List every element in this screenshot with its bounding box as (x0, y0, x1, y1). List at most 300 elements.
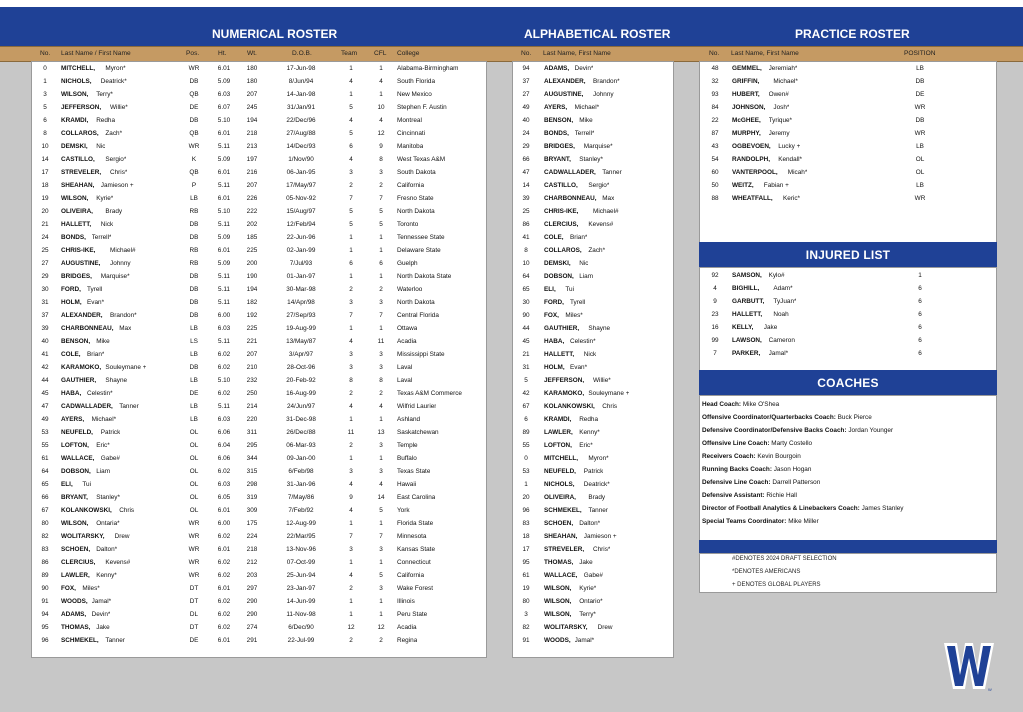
player-number: 31 (41, 299, 49, 306)
player-last-name: BIGHILL, (732, 285, 760, 292)
note-draft: #DENOTES 2024 DRAFT SELECTION (732, 556, 837, 562)
coach-title: Defensive Coordinator/Defensive Backs Coach: (702, 427, 847, 434)
player-number: 45 (41, 390, 49, 397)
coach-name: Mike Miller (788, 518, 819, 525)
injury-weeks: 6 (918, 324, 922, 331)
player-first-name: Tanner (588, 507, 608, 514)
player-last-name: COLLAROS, (544, 247, 582, 254)
player-last-name: CASTILLO, (61, 156, 95, 163)
player-weight: 290 (246, 598, 258, 605)
player-first-name: Gabe# (100, 455, 120, 462)
player-number: 90 (522, 312, 530, 319)
player-dob: 14/Dec/93 (286, 143, 316, 150)
player-team-years: 2 (349, 286, 353, 293)
player-cfl-years: 5 (379, 221, 383, 228)
player-first-name: Deatrick* (100, 78, 127, 85)
player-last-name: GRIFFIN, (732, 78, 760, 85)
player-weight: 207 (246, 182, 258, 189)
list-item (513, 335, 673, 348)
player-position: DE (189, 104, 199, 111)
player-cfl-years: 1 (379, 247, 383, 254)
player-college: Central Florida (397, 312, 439, 319)
player-height: 6.02 (217, 468, 231, 475)
player-last-name: LOFTON, (61, 442, 89, 449)
player-dob: 6/Dec/90 (288, 624, 314, 631)
player-last-name: HOLM, (544, 364, 565, 371)
player-first-name: Tyrique* (768, 117, 793, 124)
player-height: 6.02 (217, 572, 231, 579)
player-position: OL (915, 156, 925, 163)
player-first-name: Liam (579, 273, 594, 280)
player-position: DL (189, 611, 199, 618)
col-practice-name: Last Name, First Name (731, 50, 799, 57)
player-cfl-years: 7 (379, 533, 383, 540)
injured-row (700, 347, 996, 360)
player-first-name: Chris (602, 403, 618, 410)
player-first-name: Johnny (593, 91, 614, 98)
player-first-name: Michael# (110, 247, 136, 254)
player-number: 29 (522, 143, 530, 150)
player-number: 3 (43, 91, 47, 98)
player-college: North Dakota State (397, 273, 452, 280)
player-college: Kansas State (397, 546, 436, 553)
player-position: DT (189, 624, 199, 631)
player-first-name: Marquise* (100, 273, 130, 280)
player-last-name: WILSON, (544, 598, 572, 605)
player-first-name: Tanner (602, 169, 622, 176)
player-dob: 7/Jul/93 (289, 260, 313, 267)
player-dob: 22-Jun-96 (286, 234, 316, 241)
player-number: 27 (522, 91, 530, 98)
player-last-name: STREVELER, (61, 169, 102, 176)
player-weight: 224 (246, 533, 258, 540)
player-last-name: PARKER, (732, 350, 761, 357)
player-height: 6.03 (217, 325, 231, 332)
player-first-name: Nick (100, 221, 114, 228)
table-row (32, 257, 486, 270)
player-college: South Florida (397, 78, 436, 85)
player-number: 24 (522, 130, 530, 137)
player-weight: 203 (246, 572, 258, 579)
player-position: DB (189, 312, 199, 319)
player-first-name: Evan* (570, 364, 588, 371)
player-first-name: Ontario* (579, 598, 603, 605)
player-weight: 297 (246, 585, 258, 592)
player-team-years: 2 (349, 442, 353, 449)
player-last-name: OLIVEIRA, (544, 494, 576, 501)
player-position: LB (190, 377, 198, 384)
player-college: Texas A&M Commerce (397, 390, 462, 397)
player-cfl-years: 13 (377, 429, 385, 436)
player-last-name: BONDS, (544, 130, 569, 137)
table-row (32, 634, 486, 647)
col-alpha-name: Last Name, First Name (543, 50, 611, 57)
player-weight: 220 (246, 416, 258, 423)
player-number: 88 (711, 195, 719, 202)
player-dob: 15/Aug/97 (286, 208, 316, 215)
player-last-name: MITCHELL, (61, 65, 96, 72)
player-team-years: 7 (349, 312, 353, 319)
list-item (513, 543, 673, 556)
coach-title: Offensive Line Coach: (702, 440, 770, 447)
player-number: 30 (522, 299, 530, 306)
player-team-years: 2 (349, 390, 353, 397)
player-number: 21 (41, 221, 49, 228)
player-number: 67 (41, 507, 49, 514)
practice-row (700, 88, 996, 101)
player-first-name: Jamal* (768, 350, 789, 357)
player-height: 6.02 (217, 364, 231, 371)
player-number: 6 (43, 117, 47, 124)
player-college: Regina (397, 637, 418, 644)
player-first-name: Fabian + (763, 182, 789, 189)
player-number: 55 (41, 442, 49, 449)
player-cfl-years: 2 (379, 390, 383, 397)
player-number: 16 (711, 324, 719, 331)
player-weight: 319 (246, 494, 258, 501)
player-first-name: Jeremy (768, 130, 790, 137)
player-cfl-years: 4 (379, 117, 383, 124)
player-first-name: Miles* (82, 585, 100, 592)
player-dob: 27/Sep/93 (286, 312, 316, 319)
player-height: 5.09 (217, 78, 231, 85)
player-number: 1 (43, 78, 47, 85)
player-number: 3 (524, 611, 528, 618)
player-weight: 180 (246, 78, 258, 85)
list-item (513, 621, 673, 634)
player-first-name: Brady (588, 494, 606, 501)
player-college: East Carolina (397, 494, 436, 501)
player-first-name: Tanner (105, 637, 125, 644)
player-number: 54 (711, 156, 719, 163)
injured-row (700, 321, 996, 334)
player-number: 17 (522, 546, 530, 553)
player-college: Texas State (397, 468, 431, 475)
player-last-name: CADWALLADER, (61, 403, 113, 410)
list-item (513, 361, 673, 374)
player-last-name: KARAMOKO, (544, 390, 585, 397)
col-dob: D.O.B. (292, 50, 312, 57)
player-height: 5.09 (217, 156, 231, 163)
injured-row (700, 295, 996, 308)
player-first-name: Jamal* (574, 637, 595, 644)
injury-weeks: 6 (918, 337, 922, 344)
player-cfl-years: 4 (379, 481, 383, 488)
player-height: 6.01 (217, 169, 231, 176)
player-team-years: 3 (349, 364, 353, 371)
player-cfl-years: 1 (379, 234, 383, 241)
list-item (513, 88, 673, 101)
player-college: California (397, 572, 424, 579)
player-team-years: 11 (347, 429, 355, 436)
player-position: DB (189, 364, 199, 371)
player-last-name: KRAMDI, (544, 416, 572, 423)
player-position: WR (914, 195, 926, 202)
table-row (32, 478, 486, 491)
player-dob: 25-Jun-94 (286, 572, 316, 579)
player-weight: 192 (246, 312, 258, 319)
player-first-name: Brandon* (593, 78, 620, 85)
player-team-years: 1 (349, 247, 353, 254)
player-number: 22 (711, 117, 719, 124)
player-first-name: Ontaria* (96, 520, 120, 527)
player-first-name: Tyrell (87, 286, 103, 293)
table-row (32, 218, 486, 231)
player-weight: 216 (246, 169, 258, 176)
player-cfl-years: 5 (379, 208, 383, 215)
injury-weeks: 1 (918, 272, 922, 279)
player-number: 21 (522, 351, 530, 358)
player-height: 5.11 (218, 273, 230, 280)
player-first-name: Evan* (87, 299, 105, 306)
player-number: 83 (522, 520, 530, 527)
player-number: 23 (711, 311, 719, 318)
player-last-name: KARAMOKO, (61, 364, 102, 371)
player-dob: 16-Aug-99 (286, 390, 316, 397)
player-college: South Dakota (397, 169, 436, 176)
table-row (32, 426, 486, 439)
player-number: 94 (41, 611, 49, 618)
player-dob: 31/Jan/91 (286, 104, 316, 111)
table-row (32, 101, 486, 114)
player-team-years: 5 (349, 208, 353, 215)
player-dob: 6/Feb/98 (288, 468, 314, 475)
player-number: 80 (41, 520, 49, 527)
player-last-name: DEMSKI, (544, 260, 571, 267)
coach-name: Richie Hall (766, 492, 797, 499)
table-row (32, 231, 486, 244)
player-team-years: 4 (349, 156, 353, 163)
player-team-years: 1 (349, 325, 353, 332)
player-number: 49 (522, 104, 530, 111)
coach-name: Jordan Younger (848, 427, 894, 434)
player-first-name: Devin* (91, 611, 111, 618)
list-item (513, 595, 673, 608)
player-height: 6.02 (217, 351, 231, 358)
list-item (513, 634, 673, 647)
player-first-name: Sergio* (105, 156, 127, 163)
player-first-name: Owen# (768, 91, 789, 98)
player-number: 25 (522, 208, 530, 215)
player-first-name: Dalton* (96, 546, 118, 553)
player-position: WR (188, 546, 200, 553)
player-position: OL (189, 468, 199, 475)
table-row (32, 88, 486, 101)
player-first-name: Max (119, 325, 132, 332)
player-cfl-years: 7 (379, 195, 383, 202)
player-team-years: 2 (349, 182, 353, 189)
table-row (32, 153, 486, 166)
player-number: 19 (522, 585, 530, 592)
table-row (32, 582, 486, 595)
player-height: 6.01 (217, 637, 231, 644)
coach-name: Buck Pierce (837, 414, 872, 421)
player-dob: 24/Jun/97 (286, 403, 316, 410)
player-position: WR (188, 65, 200, 72)
player-number: 5 (43, 104, 47, 111)
numerical-roster-title: NUMERICAL ROSTER (212, 27, 338, 41)
player-position: WR (188, 559, 200, 566)
player-number: 4 (713, 285, 717, 292)
player-team-years: 1 (349, 611, 353, 618)
player-height: 6.01 (217, 130, 231, 137)
col-team: Team (341, 50, 358, 57)
player-dob: 23-Jan-97 (286, 585, 316, 592)
col-college: College (397, 50, 420, 57)
practice-row (700, 127, 996, 140)
injured-row (700, 308, 996, 321)
player-height: 6.03 (217, 481, 231, 488)
coach-title: Offensive Coordinator/Quarterbacks Coach: (702, 414, 836, 421)
player-number: 95 (522, 559, 530, 566)
player-cfl-years: 3 (379, 585, 383, 592)
player-cfl-years: 1 (379, 455, 383, 462)
player-first-name: Devin* (574, 65, 594, 72)
player-number: 47 (522, 169, 530, 176)
player-first-name: Jake (96, 624, 110, 631)
player-last-name: DOBSON, (61, 468, 91, 475)
player-height: 6.02 (217, 533, 231, 540)
player-last-name: BRYANT, (544, 156, 571, 163)
player-weight: 309 (246, 507, 258, 514)
player-number: 39 (522, 195, 530, 202)
player-last-name: JEFFERSON, (544, 377, 585, 384)
player-last-name: KRAMDI, (61, 117, 89, 124)
player-number: 80 (522, 598, 530, 605)
player-college: North Dakota (397, 208, 435, 215)
table-row (32, 335, 486, 348)
player-weight: 290 (246, 611, 258, 618)
player-last-name: STREVELER, (544, 546, 585, 553)
player-height: 6.05 (217, 494, 231, 501)
player-weight: 207 (246, 91, 258, 98)
player-weight: 315 (246, 468, 258, 475)
player-last-name: BONDS, (61, 234, 86, 241)
injury-weeks: 6 (918, 285, 922, 292)
player-number: 90 (41, 585, 49, 592)
player-cfl-years: 9 (379, 143, 383, 150)
player-first-name: Souleymane + (105, 364, 147, 371)
player-dob: 17-Jun-98 (286, 65, 316, 72)
player-cfl-years: 1 (379, 325, 383, 332)
player-number: 25 (41, 247, 49, 254)
player-height: 5.11 (218, 286, 230, 293)
player-last-name: COLE, (544, 234, 564, 241)
player-number: 94 (522, 65, 530, 72)
player-cfl-years: 4 (379, 78, 383, 85)
player-number: 95 (41, 624, 49, 631)
player-weight: 200 (246, 260, 258, 267)
player-weight: 225 (246, 247, 258, 254)
player-cfl-years: 1 (379, 416, 383, 423)
player-team-years: 1 (349, 273, 353, 280)
player-position: RB (189, 260, 199, 267)
player-team-years: 1 (349, 455, 353, 462)
player-last-name: WHEATFALL, (732, 195, 773, 202)
player-cfl-years: 2 (379, 182, 383, 189)
player-team-years: 8 (349, 377, 353, 384)
player-college: Minnesota (397, 533, 427, 540)
player-college: Connecticut (397, 559, 431, 566)
table-row (32, 296, 486, 309)
player-team-years: 5 (349, 130, 353, 137)
player-number: 49 (41, 416, 49, 423)
player-position: LB (190, 325, 198, 332)
numerical-roster-table (31, 61, 487, 658)
player-college: Saskatchewan (397, 429, 439, 436)
table-row (32, 400, 486, 413)
player-team-years: 3 (349, 299, 353, 306)
practice-row (700, 153, 996, 166)
player-last-name: CLERCIUS, (544, 221, 579, 228)
coach-entry (702, 398, 779, 411)
player-number: 0 (524, 455, 528, 462)
table-row (32, 465, 486, 478)
player-position: LB (190, 195, 198, 202)
player-weight: 291 (246, 637, 258, 644)
player-weight: 202 (246, 221, 258, 228)
player-height: 6.03 (217, 416, 231, 423)
player-dob: 14/Apr/98 (287, 299, 315, 306)
player-number: 18 (522, 533, 530, 540)
coaches-list (699, 395, 997, 542)
player-team-years: 1 (349, 520, 353, 527)
player-dob: 11-Nov-98 (286, 611, 316, 618)
list-item (513, 426, 673, 439)
player-last-name: ELI, (61, 481, 73, 488)
player-last-name: CHARBONNEAU, (61, 325, 114, 332)
player-number: 99 (711, 337, 719, 344)
player-first-name: Jamieson + (100, 182, 134, 189)
player-last-name: CLERCIUS, (61, 559, 96, 566)
player-first-name: Patrick (583, 468, 604, 475)
player-height: 5.10 (217, 377, 231, 384)
player-weight: 225 (246, 325, 258, 332)
note-americans: *DENOTES AMERICANS (732, 569, 801, 575)
injured-title-band (699, 242, 997, 267)
player-college: Manitoba (397, 143, 424, 150)
player-last-name: LOFTON, (544, 442, 572, 449)
player-first-name: Michael# (593, 208, 619, 215)
player-last-name: WOLITARSKY, (544, 624, 588, 631)
player-number: 17 (41, 169, 49, 176)
player-dob: 31-Jan-96 (286, 481, 316, 488)
player-first-name: Tui (82, 481, 92, 488)
player-last-name: DOBSON, (544, 273, 574, 280)
player-dob: 28-Oct-96 (286, 364, 316, 371)
player-dob: 07-Oct-99 (286, 559, 316, 566)
top-strip (0, 0, 1023, 7)
player-last-name: KOLANKOWSKI, (61, 507, 112, 514)
player-college: West Texas A&M (397, 156, 446, 163)
player-height: 5.10 (217, 208, 231, 215)
player-last-name: HOLM, (61, 299, 82, 306)
list-item (513, 114, 673, 127)
player-cfl-years: 3 (379, 299, 383, 306)
player-first-name: Celestin* (87, 390, 113, 397)
player-cfl-years: 3 (379, 351, 383, 358)
practice-row (700, 101, 996, 114)
player-first-name: Deatrick* (583, 481, 610, 488)
player-cfl-years: 2 (379, 637, 383, 644)
player-position: QB (189, 169, 199, 176)
player-dob: 14-Jun-99 (286, 598, 316, 605)
player-dob: 27/Aug/88 (286, 130, 316, 137)
player-number: 6 (524, 416, 528, 423)
player-last-name: LAWLER, (61, 572, 90, 579)
player-number: 27 (41, 260, 49, 267)
player-position: DB (915, 117, 925, 124)
